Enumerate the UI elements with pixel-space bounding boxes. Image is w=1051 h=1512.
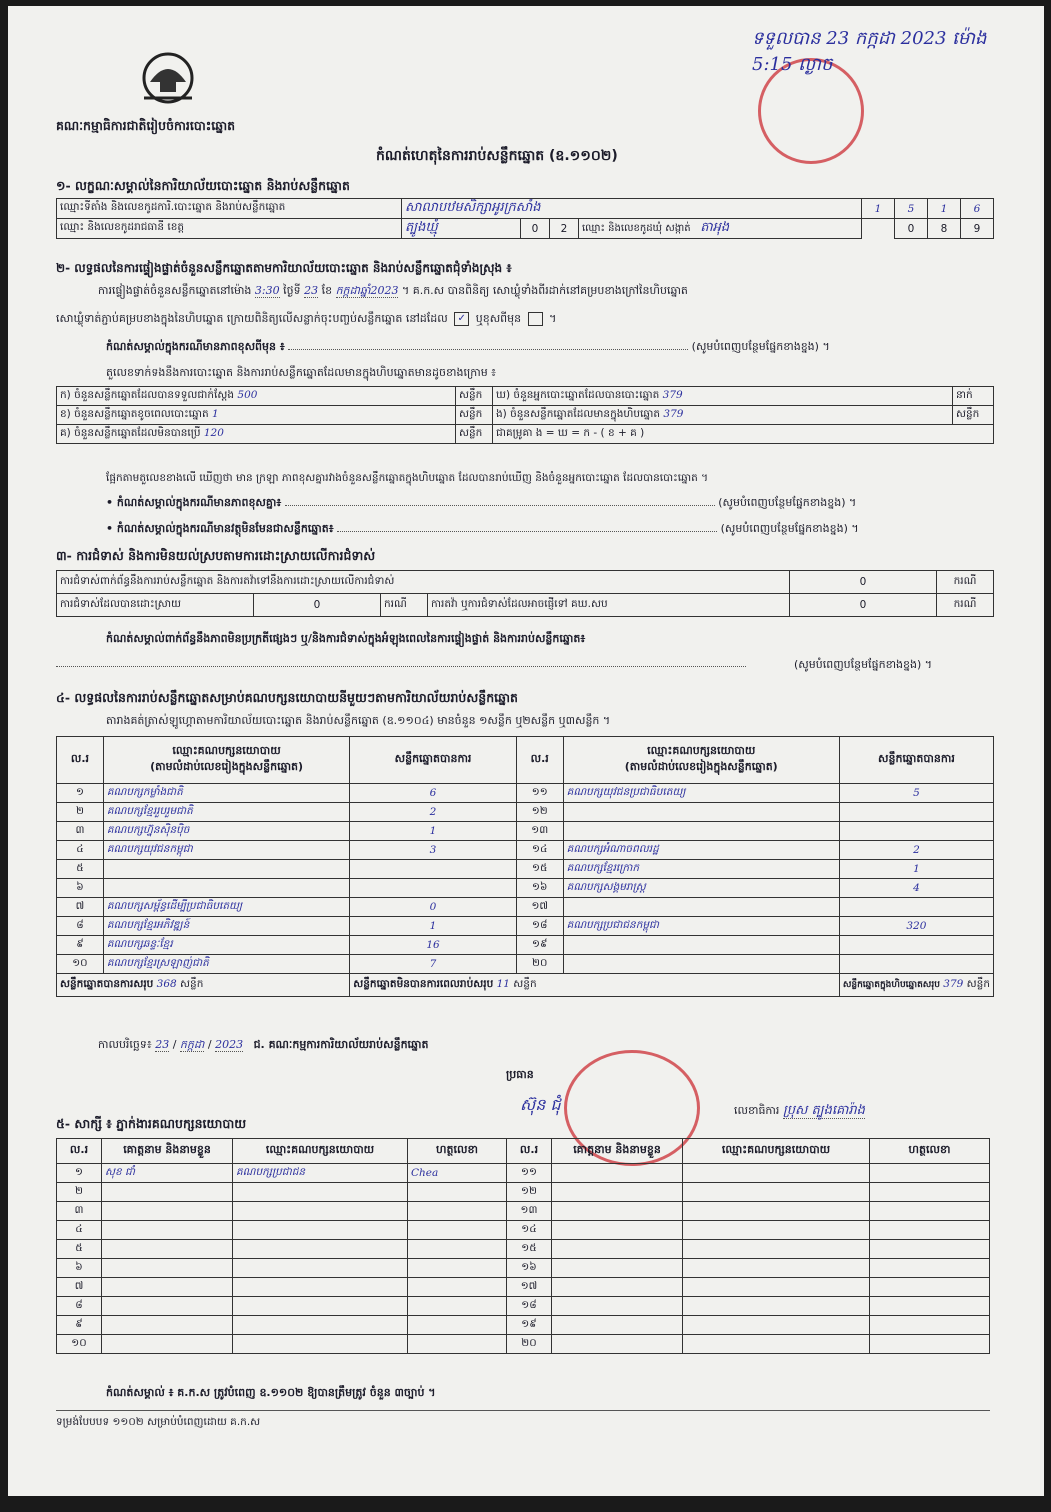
witness-sign: [408, 1297, 507, 1316]
fill-note-4: (សូមបំពេញបន្ថែមផ្នែកខាងខ្នង) ។: [794, 658, 933, 671]
table-row: [57, 898, 994, 917]
party-name: [103, 879, 349, 898]
row-no: ២: [57, 1183, 102, 1202]
label-station: ឈ្មោះទីតាំង និងលេខកូដការិ.បោះឆ្នោត និងរាប់សន្លឹកឆ្នោត: [57, 199, 402, 219]
col-party-right: ឈ្មោះគណបក្សនយោបាយ (តាមលំដាប់លេខរៀងក្នុងសន្លឹកឆ្នោត): [563, 737, 839, 784]
row-no: ៥: [57, 860, 104, 879]
station-table: [56, 198, 994, 239]
empty-cell: [552, 1164, 683, 1183]
section2-intro: [98, 284, 688, 300]
table-row: [57, 879, 994, 898]
intro-line2: សោឃ្លុំទាត់ភ្ជាប់គម្របខាងក្នុងនៃហិបឆ្នោត ក្រោយពិនិត្យលើសន្លាក់ចុះបញ្ចប់សន្លឹកឆ្នោត នៅដដែល: [56, 312, 448, 325]
party-votes: [839, 936, 993, 955]
col-no-left: ល.រ: [57, 737, 104, 784]
counts-table: [56, 386, 994, 444]
form-page: [8, 6, 1044, 1496]
received-handwriting: ទទួលបាន 23 កក្កដា 2023 ម៉ោង 5:15 ល្ងាច: [752, 28, 987, 75]
witness-sign: [408, 1183, 507, 1202]
row-d-unit: នាក់: [953, 387, 994, 406]
row-no: ១២: [516, 803, 563, 822]
party-name: គណបក្សសង្គមរាស្ត្រ: [563, 879, 839, 898]
committee-name: គណៈកម្មាធិការជាតិរៀបចំការបោះឆ្នោត: [56, 118, 236, 133]
empty-cell: [683, 1202, 870, 1221]
w-col-name-left: គោត្តនាម និងនាមខ្លួន: [102, 1139, 233, 1164]
row-no: ១៤: [507, 1221, 552, 1240]
row-no: ១២: [507, 1183, 552, 1202]
party-name: គណបក្សហ្វ៊ុនស៊ិនប៉ិច: [103, 822, 349, 841]
table-row: [57, 860, 994, 879]
section3-dots: [56, 666, 746, 667]
empty-cell: [870, 1297, 990, 1316]
commune-code-2: 8: [928, 219, 961, 239]
party-name: គណបក្សខ្មែររួបរួមជាតិ: [103, 803, 349, 822]
table-row: [57, 1202, 990, 1221]
party-votes: 5: [839, 784, 993, 803]
intro-rest: ។ គ.ក.ស បានពិនិត្យ សោឃ្លុំទាំងពីរដាក់នៅគម្របខាងក្រៅនៃហិបឆ្នោត: [401, 284, 688, 297]
checkbox-same[interactable]: ✓: [454, 312, 469, 326]
table-row: [57, 841, 994, 860]
party-name: គណបក្សយុវជនប្រជាធិបតេយ្យ: [563, 784, 839, 803]
row-no: ១៧: [516, 898, 563, 917]
counts-intro: តួលេខទាក់ទងនឹងការបោះឆ្នោត និងការរាប់សន្លឹកឆ្នោតដែលមានក្នុងហិបឆ្នោតមានដូចខាងក្រោម ៖: [106, 366, 497, 379]
total-invalid-label: សន្លឹកឆ្នោតមិនបានការពេលរាប់សរុប: [353, 977, 494, 990]
province-name: ត្បូងឃ្មុំ: [402, 219, 521, 239]
date-month: កក្កដា: [179, 1038, 205, 1051]
empty-cell: [683, 1240, 870, 1259]
witness-name: [102, 1202, 233, 1221]
section5-heading: ៥- សាក្សី ៖ ភ្នាក់ងារគណបក្សនយោបាយ: [56, 1116, 247, 1131]
date-year: 2023: [215, 1038, 244, 1051]
row-b-value: 1: [212, 407, 219, 420]
fill-note-3: (សូមបំពេញបន្ថែមផ្នែកខាងខ្នង) ។: [720, 522, 859, 535]
witness-sign: [408, 1278, 507, 1297]
total-invalid: 11: [496, 977, 510, 990]
row-d-value: 379: [662, 388, 683, 401]
president-signature: ស៊ុន ជុំ: [520, 1095, 561, 1114]
table-row: [57, 955, 994, 974]
row-no: ១០: [57, 1335, 102, 1354]
w-col-no-left: ល.រ: [57, 1139, 102, 1164]
w-col-sign-right: ហត្ថលេខា: [870, 1139, 990, 1164]
province-code-1: 0: [521, 219, 550, 239]
witness-party: [233, 1278, 408, 1297]
row-no: ១៣: [507, 1202, 552, 1221]
day-label: ថ្ងៃទី: [283, 284, 301, 297]
empty-cell: [552, 1278, 683, 1297]
witness-party: [233, 1183, 408, 1202]
party-votes: 6: [350, 784, 517, 803]
row-no: ៤: [57, 1221, 102, 1240]
witness-name: [102, 1183, 233, 1202]
intro-day: 23: [304, 284, 319, 297]
row-no: ៩: [57, 1316, 102, 1335]
checkbox-different[interactable]: [528, 312, 543, 326]
note-same: • កំណត់សម្គាល់ក្នុងករណីមានភាពខុសគ្នា៖: [106, 496, 282, 509]
empty-cell: [870, 1164, 990, 1183]
party-votes: [839, 822, 993, 841]
row-no: ៦: [57, 879, 104, 898]
row-no: ១៥: [516, 860, 563, 879]
row-no: ៤: [57, 841, 104, 860]
party-name: គណបក្សខ្មែរស្រឡាញ់ជាតិ: [103, 955, 349, 974]
row-no: ៧: [57, 898, 104, 917]
empty-cell: [683, 1278, 870, 1297]
secretary-label: លេខាធិការ: [734, 1104, 780, 1117]
secretary-name: ប្រុស ត្បូងគោរ៉ាង: [782, 1103, 865, 1118]
party-votes: [350, 860, 517, 879]
row-c-label: គ) ចំនួនសន្លឹកឆ្នោតដែលមិនបានប្រើ: [60, 426, 201, 439]
party-name: [563, 822, 839, 841]
empty-cell: [683, 1183, 870, 1202]
table-row: [57, 1297, 990, 1316]
party-name: គណបក្សកម្លាំងជាតិ: [103, 784, 349, 803]
witness-sign: [408, 1221, 507, 1240]
fill-note-2: (សូមបំពេញបន្ថែមផ្នែកខាងខ្នង) ។: [718, 496, 857, 509]
row-no: ២០: [516, 955, 563, 974]
party-name: គណបក្សខ្មែរក្រោក: [563, 860, 839, 879]
intro-before-time: ការផ្ទៀងផ្ទាត់ចំនួនសន្លឹកឆ្នោតនៅម៉ោង: [98, 284, 252, 297]
note-diff-line: [106, 340, 994, 356]
note-error-dots: [337, 531, 717, 532]
empty-cell: [552, 1259, 683, 1278]
party-votes: 4: [839, 879, 993, 898]
table-row: [57, 803, 994, 822]
match-line: ផ្អែកតាមតួលេខខាងលើ ឃើញថា មាន ក្រឡា ភាពខុសគ្នារវាងចំនួនសន្លឹកឆ្នោតក្នុងហិបឆ្នោត ដែលបានរាប់ឃើញ និងចំនួនអ្នកបោះឆ្នោត ដែលបានបោះឆ្នោត ។: [106, 472, 708, 484]
empty-cell: [552, 1202, 683, 1221]
row-no: ៥: [57, 1240, 102, 1259]
w-col-sign-left: ហត្ថលេខា: [408, 1139, 507, 1164]
station-code-4: 6: [961, 199, 994, 219]
row-no: ២: [57, 803, 104, 822]
total-box: 379: [943, 977, 964, 990]
witness-name: សុខ ជាំ: [102, 1164, 233, 1183]
witness-party: [233, 1259, 408, 1278]
section3-heading: ៣- ការជំទាស់ និងការមិនយល់ស្របតាមការដោះស្រាយលើការជំទាស់: [56, 548, 376, 563]
label-province: ឈ្មោះ និងលេខកូដរាជធានី ខេត្ត: [57, 219, 402, 239]
note-error-line: [106, 522, 994, 538]
commune-name: តាអុង: [700, 220, 730, 235]
party-name: [563, 936, 839, 955]
party-votes: [839, 898, 993, 917]
party-votes: 1: [350, 917, 517, 936]
section4-heading: ៤- លទ្ធផលនៃការរាប់សន្លឹកឆ្នោតសម្រាប់គណបក្សនយោបាយនីមួយៗតាមការិយាល័យរាប់សន្លឹកឆ្នោត: [56, 690, 518, 705]
note-same-dots: [285, 505, 715, 506]
col-votes-right: សន្លឹកឆ្នោតបានការ: [839, 737, 993, 784]
party-votes: 2: [350, 803, 517, 822]
bottom-note: ទម្រង់បែបបទ ១១០២ សម្រាប់បំពេញដោយ គ.ក.ស: [56, 1416, 261, 1428]
note-same-line: [106, 496, 994, 512]
row-no: ១៤: [516, 841, 563, 860]
note-error: • កំណត់សម្គាល់ក្នុងករណីមានវត្ថុមិនមែនជាសន្លឹកឆ្នោត៖: [106, 522, 334, 535]
witness-name: [102, 1297, 233, 1316]
section4-intro: តារាងគត់ត្រាស់ឡូហ្គោតាមការិយាល័យបោះឆ្នោត និងរាប់សន្លឹកឆ្នោត (ឧ.១១០៤) មានចំនួន ១សន្លឹក ឬ២សន្លឹក ឬ៣សន្លឹក ។: [106, 714, 611, 727]
witness-party: [233, 1335, 408, 1354]
party-name: គណបក្សយុវជនកម្ពុជា: [103, 841, 349, 860]
row-a-label: ក) ចំនួនសន្លឹកឆ្នោតដែលបានទទួលជាក់ស្តែង: [60, 388, 235, 401]
note-diff-dots: [288, 349, 688, 350]
row-no: ៣: [57, 822, 104, 841]
party-name: [563, 803, 839, 822]
empty-cell: [870, 1316, 990, 1335]
label-commune: [579, 219, 862, 239]
table-row: [57, 1240, 990, 1259]
complaint-row2-label: ការជំទាស់ដែលបានដោះស្រាយ: [57, 594, 254, 617]
table-row: [57, 1278, 990, 1297]
date-line: កាលបរិច្ឆេទ៖ 23 / កក្កដា / 2023 ជ. គណៈកម្មការការិយាល័យរាប់សន្លឹកឆ្នោត: [98, 1038, 429, 1051]
row-c-value: 120: [203, 426, 224, 439]
row-no: ១១: [516, 784, 563, 803]
witness-name: [102, 1278, 233, 1297]
table-row: [57, 936, 994, 955]
station-code-3: 1: [928, 199, 961, 219]
station-name: សាលាបឋមសិក្សាអូរក្រសាំង: [402, 199, 862, 219]
row-b-label: ខ) ចំនួនសន្លឹកឆ្នោតខូចពេលបោះឆ្នោត: [60, 407, 209, 420]
row-e-unit: សន្លឹក: [953, 406, 994, 425]
party-votes: 0: [350, 898, 517, 917]
date-day: 23: [155, 1038, 170, 1051]
month-label: ខែ: [321, 284, 333, 297]
row-no: ១៨: [516, 917, 563, 936]
complaint-row1-label: ការជំទាស់ពាក់ព័ន្ធនឹងការរាប់សន្លឹកឆ្នោត និងការតវ៉ាទៅនឹងការដោះស្រាយលើការជំទាស់: [57, 571, 790, 594]
party-name: គណបក្សឆន្ទៈខ្មែរ: [103, 936, 349, 955]
witness-sign: [408, 1259, 507, 1278]
label-commune-text: ឈ្មោះ និងលេខកូដឃុំ សង្កាត់: [582, 223, 691, 234]
table-row: [57, 1259, 990, 1278]
party-votes: [350, 879, 517, 898]
totals-row: [57, 974, 994, 997]
results-table: [56, 736, 994, 997]
row-no: ១៩: [507, 1316, 552, 1335]
fill-note-1: (សូមបំពេញបន្ថែមផ្នែកខាងខ្នង) ។: [691, 340, 830, 353]
section2-heading: ២- លទ្ធផលនៃការផ្ទៀងផ្ទាត់ចំនួនសន្លឹកឆ្នោតតាមការិយាល័យបោះឆ្នោត និងរាប់សន្លឹកឆ្នោតជុំទាំងស្រុង ៖: [56, 261, 512, 275]
empty-cell: [870, 1335, 990, 1354]
party-votes: [839, 955, 993, 974]
w-col-party-right: ឈ្មោះគណបក្សនយោបាយ: [683, 1139, 870, 1164]
row-no: ១០: [57, 955, 104, 974]
empty-cell: [552, 1183, 683, 1202]
total-valid: 368: [156, 977, 177, 990]
row-no: ១១: [507, 1164, 552, 1183]
section3-note: កំណត់សម្គាល់ពាក់ព័ន្ធនឹងភាពមិនប្រក្រតីផ្សេងៗ ឬ/និងការជំទាស់ក្នុងអំឡុងពេលនៃការផ្ទៀងផ្ទាត់ និងការរាប់សន្លឹកឆ្នោត៖: [106, 632, 586, 645]
witness-name: [102, 1221, 233, 1240]
empty-cell: [870, 1183, 990, 1202]
footnote: កំណត់សម្គាល់ ៖ គ.ក.ស ត្រូវបំពេញ ឧ.១១០២ ឱ្យបានត្រឹមត្រូវ ចំនួន ៣ច្បាប់ ។: [106, 1386, 436, 1399]
row-e-label: ង) ចំនួនសន្លឹកឆ្នោតដែលមានក្នុងហិបឆ្នោត: [496, 407, 661, 420]
w-col-no-right: ល.រ: [507, 1139, 552, 1164]
row-no: ២០: [507, 1335, 552, 1354]
row-no: ១៥: [507, 1240, 552, 1259]
row-no: ៨: [57, 1297, 102, 1316]
nec-emblem: [136, 48, 200, 110]
table-row: [57, 1164, 990, 1183]
witness-party: គណបក្សប្រជាជន: [233, 1164, 408, 1183]
row-b-unit: សន្លឹក: [456, 406, 493, 425]
empty-cell: [552, 1221, 683, 1240]
empty-cell: [870, 1278, 990, 1297]
total-invalid-unit: សន្លឹក: [513, 977, 537, 990]
intro-month-year: កក្កដាឆ្នាំ2023: [335, 284, 399, 297]
party-name: [563, 898, 839, 917]
witness-name: [102, 1316, 233, 1335]
complaint-row2-unit: ករណី: [381, 594, 428, 617]
party-votes: 16: [350, 936, 517, 955]
total-valid-unit: សន្លឹក: [180, 977, 204, 990]
empty-cell: [552, 1240, 683, 1259]
row-no: ៦: [57, 1259, 102, 1278]
row-d-label: ឃ) ចំនួនអ្នកបោះឆ្នោតដែលបានបោះឆ្នោត: [496, 388, 660, 401]
opt-yes: ឬខុសពីមុន: [475, 312, 522, 325]
table-row: [57, 1316, 990, 1335]
row-c-unit: សន្លឹក: [456, 425, 493, 444]
party-name: [563, 955, 839, 974]
party-votes: [839, 803, 993, 822]
empty-cell: [683, 1335, 870, 1354]
witness-sign: Chea: [408, 1164, 507, 1183]
empty-cell: [870, 1259, 990, 1278]
empty-cell: [683, 1297, 870, 1316]
commune-code-1: 0: [895, 219, 928, 239]
section1-heading: ១- លក្ខណៈសម្គាល់នៃការិយាល័យបោះឆ្នោត និងរាប់សន្លឹកឆ្នោត: [56, 178, 350, 193]
empty-cell: [683, 1164, 870, 1183]
complaint-row2-value: 0: [254, 594, 381, 617]
empty-cell: [683, 1259, 870, 1278]
section3-note-line: [106, 632, 585, 648]
party-name: គណបក្សខ្មែរអភិវឌ្ឍន៍: [103, 917, 349, 936]
party-votes: 2: [839, 841, 993, 860]
party-name: គណបក្សប្រជាជនកម្ពុជា: [563, 917, 839, 936]
row-no: ១៦: [507, 1259, 552, 1278]
total-valid-label: សន្លឹកឆ្នោតបានការសរុប: [60, 977, 154, 990]
complaint-row2-value2: 0: [790, 594, 937, 617]
row-no: ១: [57, 1164, 102, 1183]
station-code-1: 1: [862, 199, 895, 219]
party-name: គណបក្សអំណាចពលរដ្ឋ: [563, 841, 839, 860]
complaint-row1-value: 0: [790, 571, 937, 594]
witness-sign: [408, 1316, 507, 1335]
witness-name: [102, 1240, 233, 1259]
witness-sign: [408, 1335, 507, 1354]
party-votes: 3: [350, 841, 517, 860]
table-row: [57, 1221, 990, 1240]
party-votes: 1: [350, 822, 517, 841]
signer-group: ជ. គណៈកម្មការការិយាល័យរាប់សន្លឹកឆ្នោត: [253, 1038, 429, 1051]
row-no: ៨: [57, 917, 104, 936]
party-votes: 1: [839, 860, 993, 879]
section2-intro-line2: សោឃ្លុំទាត់ភ្ជាប់គម្របខាងក្នុងនៃហិបឆ្នោត ក្រោយពិនិត្យលើសន្លាក់ចុះបញ្ចប់សន្លឹកឆ្នោត នៅដដែល ✓ ឬខុសពីមុន ។: [56, 312, 557, 325]
witness-sign: [408, 1202, 507, 1221]
row-no: ១: [57, 784, 104, 803]
empty-cell: [552, 1316, 683, 1335]
witness-party: [233, 1202, 408, 1221]
row-no: ៣: [57, 1202, 102, 1221]
total-box-label: សន្លឹកឆ្នោតក្នុងហិបឆ្នោតសរុប: [842, 979, 940, 990]
w-col-name-right: គោត្តនាម និងនាមខ្លួន: [552, 1139, 683, 1164]
empty-cell: [552, 1297, 683, 1316]
table-row: [57, 784, 994, 803]
empty-cell: [683, 1221, 870, 1240]
row-a-value: 500: [237, 388, 258, 401]
table-row: [57, 917, 994, 936]
complaint-row2-label2: ការតវ៉ា ឬការជំទាស់ដែលអាចផ្ញើទៅ គឃ.សប: [428, 594, 790, 617]
total-box-unit: សន្លឹក: [966, 977, 990, 990]
witness-table: [56, 1138, 990, 1354]
footer-rule: [56, 1410, 990, 1411]
col-party-left: ឈ្មោះគណបក្សនយោបាយ (តាមលំដាប់លេខរៀងក្នុងសន្លឹកឆ្នោត): [103, 737, 349, 784]
complaint-row1-unit: ករណី: [937, 571, 994, 594]
intro-time: 3:30: [254, 284, 280, 297]
row-no: ៧: [57, 1278, 102, 1297]
empty-cell: [683, 1316, 870, 1335]
empty-cell: [870, 1240, 990, 1259]
col-no-right: ល.រ: [516, 737, 563, 784]
blank-cell: [862, 219, 895, 239]
row-a-unit: សន្លឹក: [456, 387, 493, 406]
row-no: ១៧: [507, 1278, 552, 1297]
witness-party: [233, 1297, 408, 1316]
row-no: ១៨: [507, 1297, 552, 1316]
witness-sign: [408, 1240, 507, 1259]
date-label: កាលបរិច្ឆេទ៖: [98, 1038, 152, 1051]
empty-cell: [552, 1335, 683, 1354]
party-votes: 320: [839, 917, 993, 936]
secretary-line: [734, 1102, 865, 1121]
empty-cell: [870, 1202, 990, 1221]
party-name: [103, 860, 349, 879]
row-e-value: 379: [663, 407, 684, 420]
witness-party: [233, 1221, 408, 1240]
table-row: [57, 1183, 990, 1202]
station-code-2: 5: [895, 199, 928, 219]
president-label: ប្រធាន: [506, 1068, 534, 1081]
w-col-party-left: ឈ្មោះគណបក្សនយោបាយ: [233, 1139, 408, 1164]
row-no: ១៦: [516, 879, 563, 898]
row-no: ៩: [57, 936, 104, 955]
row-no: ១៩: [516, 936, 563, 955]
commune-code-3: 9: [961, 219, 994, 239]
formula: ជាគម្រូគា ង = ឃ = ក - ( ខ + គ ): [493, 425, 994, 444]
party-votes: 7: [350, 955, 517, 974]
province-code-2: 2: [550, 219, 579, 239]
witness-name: [102, 1259, 233, 1278]
witness-party: [233, 1240, 408, 1259]
table-row: [57, 822, 994, 841]
form-title: កំណត់ហេតុនៃការរាប់សន្លឹកឆ្នោត (ឧ.១១០២): [376, 148, 618, 164]
note-diff: កំណត់សម្គាល់ក្នុងករណីមានភាពខុសពីមុន ៖: [106, 340, 285, 353]
empty-cell: [870, 1221, 990, 1240]
table-row: [57, 1335, 990, 1354]
row-no: ១៣: [516, 822, 563, 841]
witness-party: [233, 1316, 408, 1335]
complaint-row2-unit2: ករណី: [937, 594, 994, 617]
col-votes-left: សន្លឹកឆ្នោតបានការ: [350, 737, 517, 784]
party-name: គណបក្សសម្ព័ន្ធដើម្បីប្រជាធិបតេយ្យ: [103, 898, 349, 917]
witness-name: [102, 1335, 233, 1354]
complaints-table: [56, 570, 994, 617]
